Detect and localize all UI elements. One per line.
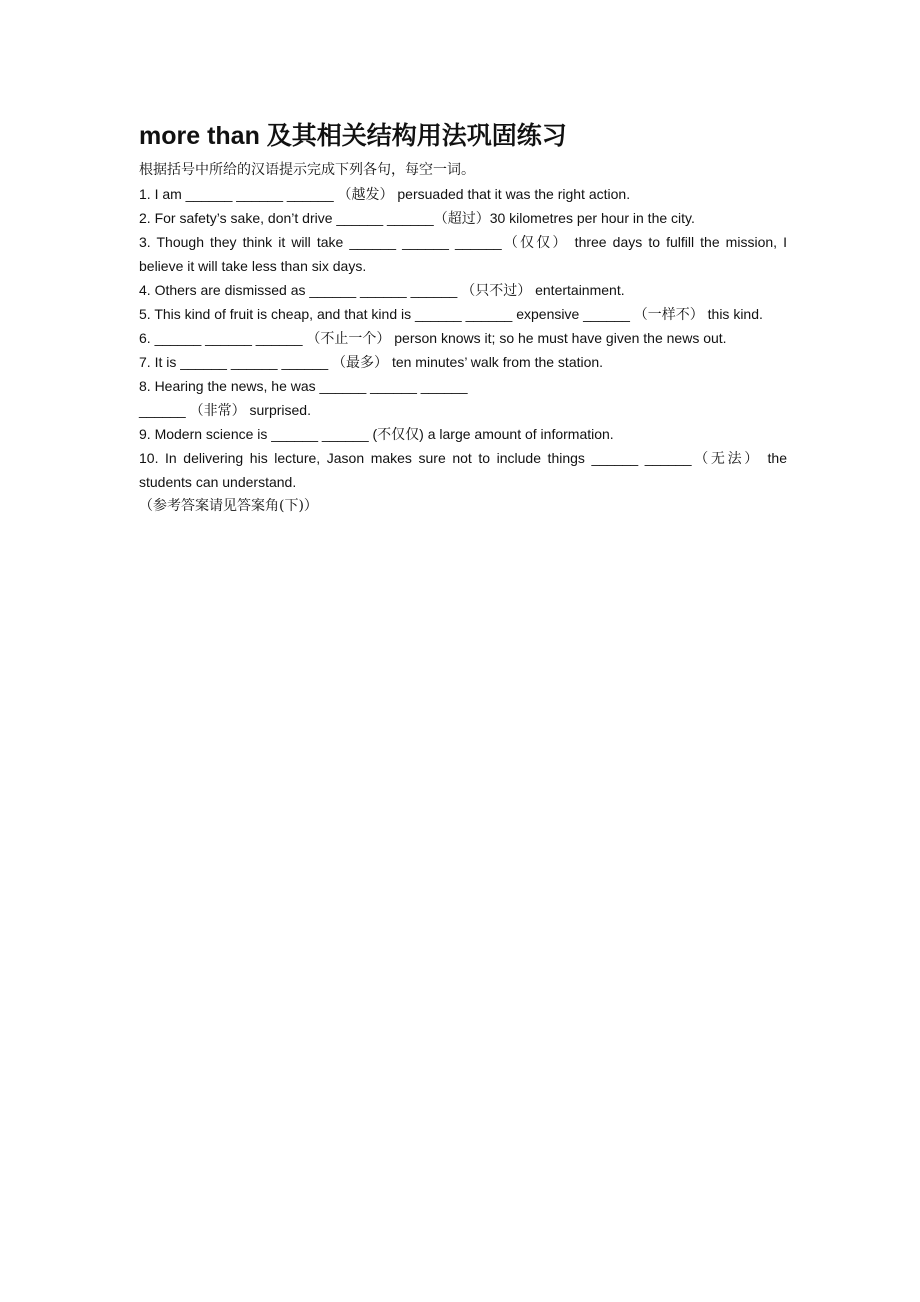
- exercise-item-7: 7. It is ______ ______ ______ （最多） ten minutes’ walk from the station.: [139, 354, 604, 370]
- exercise-item-8: 8. Hearing the news, he was ______ ______ ______: [139, 378, 468, 394]
- exercise-item-3: 3. Though they think it will take ______ ______ ______（仅仅） three days to fulfill the mission, I believe it will take less than six days.: [139, 234, 787, 274]
- exercise-item-8-continued: ______ （非常） surprised.: [139, 402, 311, 418]
- exercise-list: [139, 182, 787, 494]
- exercise-item-1: 1. I am ______ ______ ______ （越发） persuaded that it was the right action.: [139, 186, 631, 202]
- exercise-item-10: 10. In delivering his lecture, Jason makes sure not to include things ______ ______（无法） the students can understand.: [139, 450, 787, 490]
- exercise-item-9: 9. Modern science is ______ ______ (不仅仅) a large amount of information.: [139, 426, 614, 442]
- exercise-item-4: 4. Others are dismissed as ______ ______ ______ （只不过） entertainment.: [139, 282, 625, 298]
- page-title: more than 及其相关结构用法巩固练习: [139, 122, 567, 150]
- answer-reference-note: （参考答案请见答案角(下)）: [139, 498, 318, 514]
- exercise-item-6: 6. ______ ______ ______ （不止一个） person knows it; so he must have given the news out.: [139, 330, 727, 346]
- instruction-text: 根据括号中所给的汉语提示完成下列各句，每空一词。: [139, 162, 475, 178]
- document-page: [139, 118, 787, 518]
- exercise-item-5: 5. This kind of fruit is cheap, and that kind is ______ ______ expensive ______ （一样不） this kind.: [139, 306, 763, 322]
- exercise-item-2: 2. For safety’s sake, don’t drive ______ ______（超过）30 kilometres per hour in the city.: [139, 210, 695, 226]
